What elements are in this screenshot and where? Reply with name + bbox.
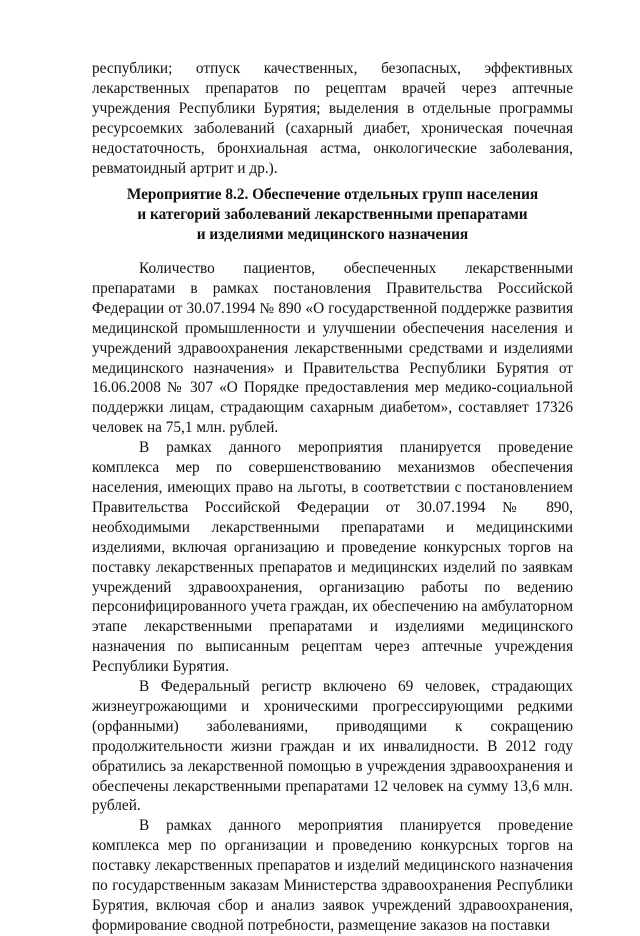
section-heading — [92, 185, 573, 245]
paragraph-tenders: В рамках данного мероприятия планируется проведение комплекса мер по организации и проведению конкурсных торгов на поставку лекарственных препаратов и изделий медицинского назначения по государственным заказам Министерства здравоохранения Республики Бурятия, включая сбор и анализ заявок учреждений здравоохранения, формирование сводной потребности, размещение заказов на поставки — [92, 817, 573, 934]
paragraph-measures-benefits: В рамках данного мероприятия планируется проведение комплекса мер по совершенствованию механизмов обеспечения населения, имеющих право на льготы, в соответствии с постановлением Правительства Российской Федерации от 30.07.1994 № 890, необходимыми лекарственными препаратами и медицинскими изделиями, включая организацию и проведение конкурсных торгов на поставку лекарственных препаратов и медицинских изделий по заявкам учреждений здравоохранения, организацию работы по ведению персонифицированного учета граждан, их обеспечению на амбулаторном этапе лекарственными препаратами и изделиями медицинского назначения по выписанным рецептам через аптечные учреждения Республики Бурятия. — [92, 439, 573, 676]
section-heading-line-1: Мероприятие 8.2. Обеспечение отдельных групп населения — [126, 186, 539, 203]
body-text-block — [92, 259, 573, 936]
continuation-paragraph: республики; отпуск качественных, безопасных, эффективных лекарственных препаратов по рецептам врачей через аптечные учреждения Республики Бурятия; выделения в отдельные программы ресурсоемких заболеваний (сахарный диабет, хроническая почечная недостаточность, бронхиальная астма, онкологические заболевания, ревматоидный артрит и др.). — [92, 60, 573, 177]
section-heading-line-3: и изделиями медицинского назначения — [196, 225, 469, 243]
continuation-text-block — [92, 59, 573, 178]
paragraph-federal-register: В Федеральный регистр включено 69 человек, страдающих жизнеугрожающими и хроническими прогрессирующими редкими (орфанными) заболеваниями, приводящими к сокращению продолжительности жизни граждан и их инвалидности. В 2012 году обратились за лекарственной помощью в учреждения здравоохранения и обеспечены лекарственными препаратами 12 человек на сумму 13,6 млн. рублей. — [92, 678, 573, 815]
section-heading-line-2: и категорий заболеваний лекарственными препаратами — [137, 205, 528, 223]
paragraph-patients-count: Количество пациентов, обеспеченных лекарственными препаратами в рамках постановления Правительства Российской Федерации от 30.07.1994 № 890 «О государственной поддержке развития медицинской промышленности и улучшении обеспечения населения и учреждений здравоохранения лекарственными средствами и изделиями медицинского назначения» и Правительства Республики Бурятия от 16.06.2008 № 307 «О Порядке предоставления мер медико-социальной поддержки лицам, страдающим сахарным диабетом», составляет 17326 человек на 75,1 млн. рублей. — [92, 260, 573, 437]
